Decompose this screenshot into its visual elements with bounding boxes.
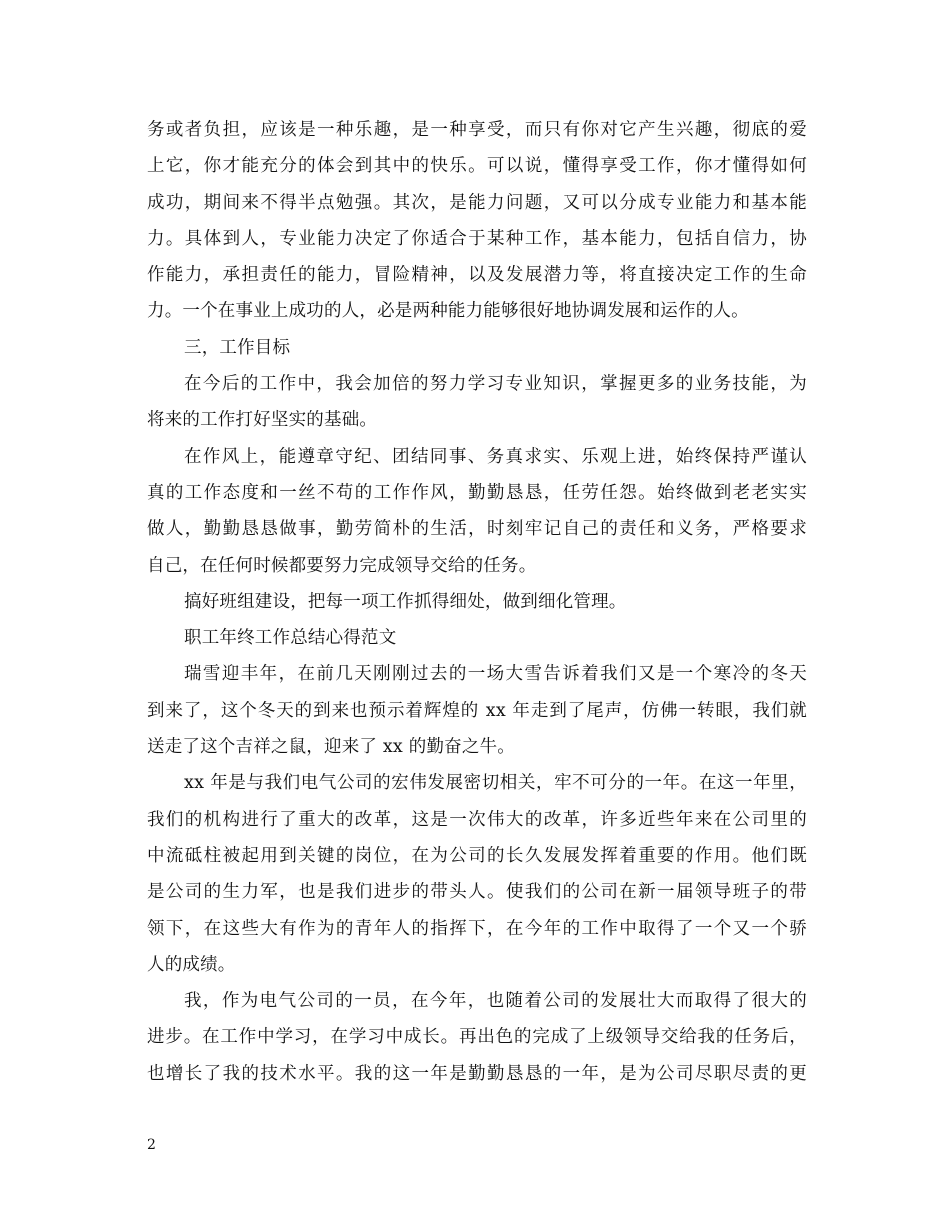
text-line: 瑞雪迎丰年，在前几天刚刚过去的一场大雪告诉着我们又是一个寒冷的冬天: [184, 664, 807, 685]
page-number: 2: [147, 1137, 156, 1153]
text-line: 三，工作目标: [184, 337, 291, 358]
text-line: 上它，你才能充分的体会到其中的快乐。可以说，懂得享受工作，你才懂得如何: [147, 156, 807, 177]
text-line: 到来了，这个冬天的到来也预示着辉煌的 xx 年走到了尾声，仿佛一转眼，我们就: [147, 700, 807, 721]
text-line: 也增长了我的技术水平。我的这一年是勤勤恳恳的一年，是为公司尽职尽责的更: [147, 1063, 807, 1084]
text-line: 我，作为电气公司的一员，在今年，也随着公司的发展壮大而取得了很大的: [184, 991, 807, 1012]
text-line: 务或者负担，应该是一种乐趣，是一种享受，而只有你对它产生兴趣，彻底的爱: [147, 120, 807, 140]
document-body: [147, 112, 807, 1092]
text-line: 在今后的工作中，我会加倍的努力学习专业知识，掌握更多的业务技能，为: [184, 374, 807, 395]
text-line: 人的成绩。: [147, 954, 236, 975]
text-line: 成功，期间来不得半点勉强。其次，是能力问题，又可以分成专业能力和基本能: [147, 192, 807, 213]
text-line: 领下，在这些大有作为的青年人的指挥下，在今年的工作中取得了一个又一个骄: [147, 918, 807, 939]
text-line: 中流砥柱被起用到关键的岗位，在为公司的长久发展发挥着重要的作用。他们既: [147, 845, 807, 866]
text-line: 将来的工作打好坚实的基础。: [147, 410, 378, 431]
text-line: 在作风上，能遵章守纪、团结同事、务真求实、乐观上进，始终保持严谨认: [184, 446, 807, 467]
text-line: xx 年是与我们电气公司的宏伟发展密切相关，牢不可分的一年。在这一年里，: [184, 773, 807, 794]
text-line: 作能力，承担责任的能力，冒险精神，以及发展潜力等，将直接决定工作的生命: [147, 265, 807, 286]
text-line: 做人，勤勤恳恳做事，勤劳简朴的生活，时刻牢记自己的责任和义务，严格要求: [147, 519, 807, 540]
text-line: 力。一个在事业上成功的人，必是两种能力能够很好地协调发展和运作的人。: [147, 301, 749, 322]
text-line: 自己，在任何时候都要努力完成领导交给的任务。: [147, 555, 537, 576]
text-line: 送走了这个吉祥之鼠，迎来了 xx 的勤奋之牛。: [147, 737, 515, 758]
text-line: 真的工作态度和一丝不苟的工作作风，勤勤恳恳，任劳任怨。始终做到老老实实: [147, 482, 807, 503]
text-line: 力。具体到人，专业能力决定了你适合于某种工作，基本能力，包括自信力，协: [147, 228, 807, 249]
text-line: 是公司的生力军，也是我们进步的带头人。使我们的公司在新一届领导班子的带: [147, 882, 807, 903]
text-line: 职工年终工作总结心得范文: [184, 628, 397, 649]
text-line: 我们的机构进行了重大的改革，这是一次伟大的改革，许多近些年来在公司里的: [147, 809, 807, 830]
text-line: 搞好班组建设，把每一项工作抓得细处，做到细化管理。: [184, 591, 627, 612]
text-line: 进步。在工作中学习，在学习中成长。再出色的完成了上级领导交给我的任务后，: [147, 1027, 807, 1048]
